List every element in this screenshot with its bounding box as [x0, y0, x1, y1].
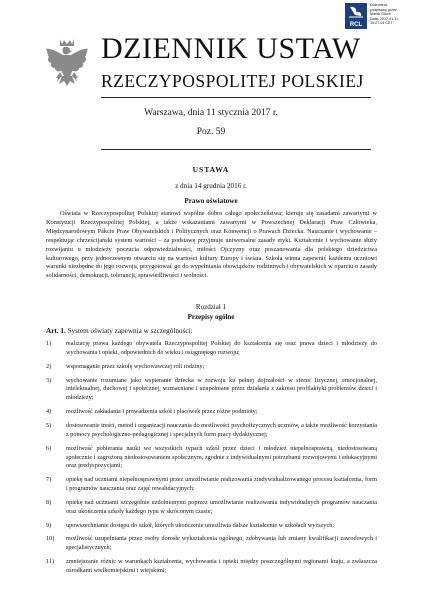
- list-item: [46, 377, 377, 404]
- gazette-subtitle: RZECZYPOSPOLITEJ POLSKIEJ: [101, 71, 364, 91]
- rcl-signature-logo-icon: [345, 3, 367, 29]
- list-item: [46, 558, 377, 576]
- item-text: wychowanie rozumiane jako wspieranie dziecka w rozwoju ku pełnej dojrzałości w sferze fizycznej, emocjonalnej, intelektualnej, duchowej i społecznej, wzmacniane i uzupełniane przez działania z zakresu profilaktyki problemów dzieci i młodzieży;: [66, 376, 377, 402]
- item-number: 2): [46, 362, 52, 370]
- publication-date: Warszawa, dnia 11 stycznia 2017 r.: [144, 108, 278, 118]
- article-heading: [46, 327, 193, 335]
- item-text: dostosowanie treści, metod i organizacji nauczania do możliwości psychofizycznych uczniów, a także możliwość korzystania z pomocy psychologiczno-pedagogicznej i specjalnych form pracy dydaktycznej;: [66, 421, 377, 438]
- signature-line: Data: 2017.01.11: [370, 16, 399, 21]
- act-name: Prawo oświatowe: [184, 197, 238, 205]
- item-number: 11): [46, 558, 55, 566]
- list-item: [46, 340, 377, 358]
- section-divider: [101, 149, 371, 150]
- item-number: 4): [46, 408, 52, 416]
- preamble-paragraph: Oświata w Rzeczypospolitej Polskiej stanowi wspólne dobro całego społeczeństwa; kieruje się zasadami zawartymi w Konstytucji Rzeczypospolitej Polskiej, a także wskazaniami zawartymi w Powszechnej Deklaracji Praw Człowieka, Międzynarodowym Pakcie Praw Obywatelskich i Politycznych oraz Konwencji o Prawach Dziecka. Nauczanie i wychowanie – respektując chrześcijański system wartości – za podstawę przyjmuje uniwersalne zasady etyki. Kształcenie i wychowanie służy rozwijaniu u młodzieży poczucia odpowiedzialności, miłości Ojczyzny oraz poszanowania dla polskiego dziedzictwa kulturowego, przy jednoczesnym otwarciu się na wartości kultury Europy i świata. Szkoła winna zapewnić każdemu uczniowi warunki niezbędne do jego rozwoju, przygotować go do wypełniania obowiązków rodzinnych i obywatelskich w oparciu o zasady solidarności, demokracji, tolerancji, sprawiedliwości i wolności.: [46, 210, 377, 280]
- position-number: Poz. 59: [196, 127, 226, 137]
- signature-info: [370, 3, 420, 26]
- list-item: [46, 363, 377, 372]
- svg-text:RCL: RCL: [349, 22, 363, 28]
- item-text: możliwość uzupełniania przez osoby dorosłe wykształcenia ogólnego, zdobywania lub zmiany kwalifikacji zawodowych i specjalistycznych;: [66, 535, 377, 552]
- item-number: 9): [46, 521, 52, 529]
- list-item: [46, 535, 377, 553]
- item-text: opiekę nad uczniami szczególnie uzdolnionymi poprzez umożliwianie realizowania indywidualnych programów nauczania oraz ukończenia szkoły każdego typu w skróconym czasie;: [66, 498, 377, 515]
- article-items-list: [46, 340, 377, 581]
- item-number: 1): [46, 340, 52, 347]
- item-text: zmniejszanie różnic w warunkach kształcenia, wychowania i opieki między poszczególnymi regionami kraju, a zwłaszcza ośrodkami wielkomiejskimi i wiejskimi;: [66, 558, 377, 575]
- list-item: [46, 499, 377, 517]
- signature-line: Marek Głuch: [370, 12, 391, 17]
- item-text: możliwość pobierania nauki we wszystkich typach szkół przez dzieci i młodzież niepełnosprawną, niedostosowaną społecznie i zagrożoną niedostosowaniem społecznym, zgodnie z indywidualnymi potrzebami rozwojowymi i edukacyjnymi oraz predyspozycjami;: [66, 444, 377, 470]
- list-item: [46, 422, 377, 440]
- article-intro: System oświaty zapewnia w szczególności:: [67, 327, 193, 335]
- polish-eagle-emblem-icon: [44, 36, 90, 92]
- item-text: realizację prawa każdego obywatela Rzeczypospolitej Polskiej do kształcenia się oraz prawa dzieci i młodzieży do wychowania i opieki, odpowiednich do wieku i osiągniętego rozwoju;: [66, 340, 377, 356]
- item-number: 7): [46, 476, 52, 484]
- article-label: Art. 1.: [46, 327, 66, 335]
- list-item: [46, 445, 377, 472]
- header-divider: [101, 97, 371, 98]
- list-item: [46, 522, 377, 531]
- item-number: 6): [46, 444, 52, 452]
- chapter-title: Przepisy ogólne: [187, 313, 235, 321]
- act-type: USTAWA: [192, 165, 230, 174]
- item-number: 5): [46, 421, 52, 429]
- chapter-number: Rozdział 1: [195, 303, 227, 311]
- list-item: [46, 408, 377, 417]
- item-text: upowszechnianie dostępu do szkół, których ukończenie umożliwia dalsze kształcenie w szkołach wyższych;: [66, 521, 335, 529]
- item-text: możliwość zakładania i prowadzenia szkół i placówek przez różne podmioty;: [66, 408, 258, 416]
- signature-line: 15:27:04 CET: [370, 21, 393, 26]
- item-number: 8): [46, 498, 52, 506]
- gazette-title: DZIENNIK USTAW: [101, 32, 361, 65]
- item-text: opiekę nad uczniami niepełnosprawnymi przez umożliwianie realizowania zindywidualizowanego procesu kształcenia, form i programów nauczania oraz zajęć rewalidacyjnych;: [66, 476, 377, 493]
- list-item: [46, 476, 377, 494]
- act-date: z dnia 14 grudnia 2016 r.: [175, 182, 247, 190]
- item-number: 3): [46, 376, 52, 384]
- item-text: wspomaganie przez szkołę wychowawczej roli rodziny;: [66, 362, 205, 370]
- signature-line: Dokument: [370, 3, 387, 7]
- signature-line: podpisany przez: [370, 7, 397, 12]
- item-number: 10): [46, 535, 55, 543]
